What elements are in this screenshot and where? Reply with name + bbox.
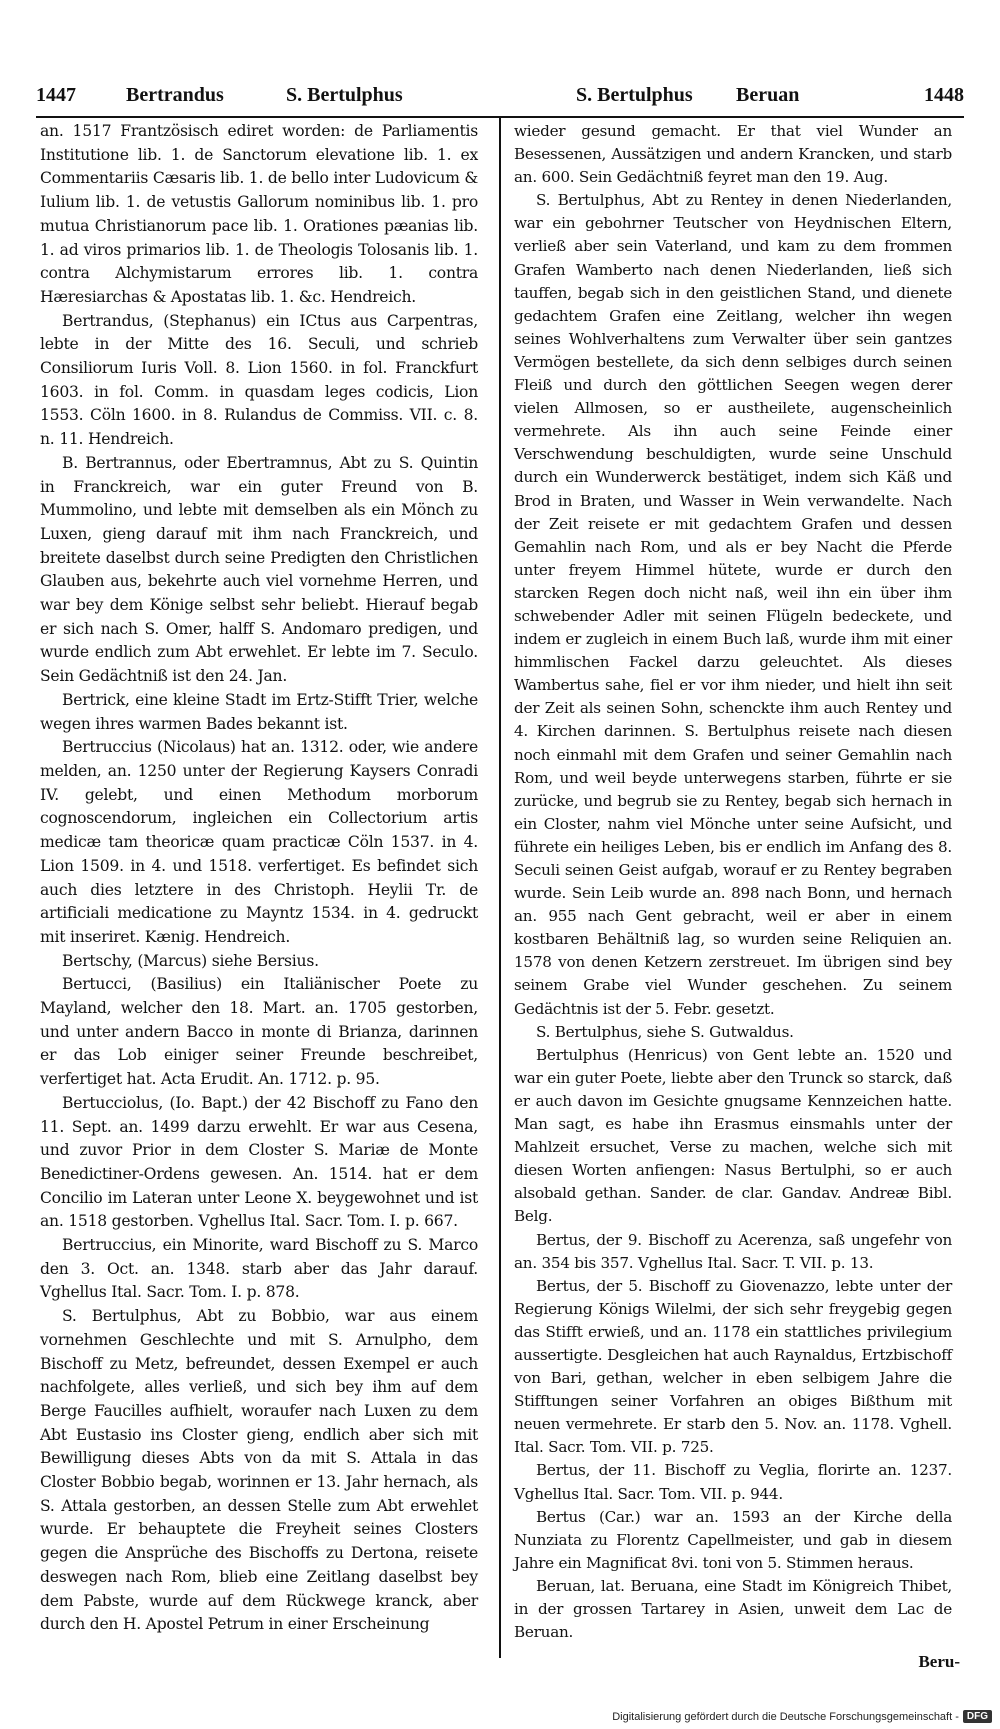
header-catchword-right-2: Beruan: [736, 84, 800, 106]
entry-paragraph: Bertrandus, (Stephanus) ein ICtus aus Carpentras, lebte in der Mitte des 16. Seculi, und schrieb Consiliorum Iuris Voll. 8. Lion 1560. in fol. Franckfurt 1603. in fol. Comm. in quasdam leges codicis, Lion 1553. Cöln 1600. in 8. Rulandus de Commiss. VII. c. 8. n. 11. Hendreich.: [40, 311, 478, 449]
entry-paragraph: Beruan, lat. Beruana, eine Stadt im Königreich Thibet, in der grossen Tartarey in Asien, unweit dem Lac de Beruan.: [514, 1576, 952, 1642]
entry-paragraph: Bertrick, eine kleine Stadt im Ertz-Stifft Trier, welche wegen ihres warmen Bades bekannt ist.: [40, 690, 478, 733]
column-divider: [499, 118, 501, 1658]
entry-paragraph: Bertruccius, ein Minorite, ward Bischoff zu S. Marco den 3. Oct. an. 1348. starb aber das Jahr darauf. Vghellus Ital. Sacr. Tom. I. p. 878.: [40, 1236, 478, 1302]
page-number-left: 1447: [36, 84, 76, 106]
entry-paragraph: B. Bertrannus, oder Ebertramnus, Abt zu S. Quintin in Franckreich, war ein guter Freund von B. Mummolino, und lebte mit demselben als ein Mönch zu Luxen, gieng darauf mit ihm nach Franckreich, und breitete daselbst durch seine Predigten den Christlichen Glauben aus, bekehrte auch viel vornehme Herren, und war bey dem Könige selbst sehr beliebt. Hierauf begab er sich nach S. Omer, halff S. Andomaro predigen, und wurde endlich zum Abt erwehlet. Er lebte im 7. Seculo. Sein Gedächtniß ist den 24. Jan.: [40, 453, 478, 686]
entry-paragraph: Bertucciolus, (Io. Bapt.) der 42 Bischoff zu Fano den 11. Sept. an. 1499 darzu erwehlt. Er war aus Cesena, und zuvor Prior in dem Closter S. Mariæ de Monte Benedictiner-Ordens gewesen. An. 1514. hat er dem Concilio im Lateran unter Leone X. beygewohnet und ist an. 1518 gestorben. Vghellus Ital. Sacr. Tom. I. p. 667.: [40, 1093, 478, 1231]
digitization-footer: [612, 1710, 992, 1723]
left-column: [40, 120, 478, 1637]
entry-paragraph: Bertus, der 11. Bischoff zu Veglia, florirte an. 1237. Vghellus Ital. Sacr. Tom. VII. p. 944.: [514, 1461, 952, 1503]
entry-paragraph: S. Bertulphus, Abt zu Bobbio, war aus einem vornehmen Geschlechte und mit S. Arnulpho, dem Bischoff zu Metz, befreundet, dessen Exempel er auch nachfolgete, alles verließ, und sich bey ihm auf dem Berge Faucilles aufhielt, woraufer nach Luxen zu dem Abt Eustasio ins Closter gieng, endlich aber sich mit Bewilligung dieses Abts von da mit S. Attala in das Closter Bobbio begab, worinnen er 13. Jahr hernach, als S. Attala gestorben, an dessen Stelle zum Abt erwehlet wurde. Er behauptete die Freyheit seines Closters gegen die Ansprüche des Bischoffs zu Dertona, reisete deswegen nach Rom, blieb eine Zeitlang daselbst bey dem Pabste, wurde auf dem Rückwege kranck, aber durch den H. Apostel Petrum in einer Erscheinung: [40, 1307, 478, 1634]
entry-paragraph: Bertulphus (Henricus) von Gent lebte an. 1520 und war ein guter Poete, liebte aber den Trunck so starck, daß er auch davon im Gesichte gnugsame Kennzeichen hatte. Man sagt, es habe ihn Erasmus einsmahls unter der Mahlzeit ersuchet, Verse zu machen, welche sich mit diesen Worten anfiengen: Nasus Bertulphi, so er auch alsobald gethan. Sander. de clar. Gandav. Andreæ Bibl. Belg.: [514, 1045, 952, 1226]
entry-paragraph: an. 1517 Frantzösisch ediret worden: de Parliamentis Institutione lib. 1. de Sanctorum elevatione lib. 1. ex Commentariis Cæsaris lib. 1. de bello inter Ludovicum & Iulium lib. 1. de vetustis Gallorum nominibus lib. 1. pro mutua Christianorum pace lib. 1. Orationes pæanias lib. 1. ad viros primarios lib. 1. de Theologis Tolosanis lib. 1. contra Alchymistarum errores lib. 1. contra Hæresiarchas & Apostatas lib. 1. &c. Hendreich.: [40, 122, 478, 306]
catchword: Beru-: [918, 1652, 960, 1671]
right-column: [514, 120, 952, 1644]
entry-paragraph: Bertus (Car.) war an. 1593 an der Kirche della Nunziata zu Florentz Capellmeister, und gab in diesem Jahre ein Magnificat 8vi. toni von 5. Stimmen heraus.: [514, 1507, 952, 1572]
entry-paragraph: S. Bertulphus, Abt zu Rentey in denen Niederlanden, war ein gebohrner Teutscher von Heydnischen Eltern, verließ aber sein Vaterland, und kam zu dem frommen Grafen Wamberto nach denen Niederlanden, ließ sich tauffen, begab sich in den geistlichen Stand, und dienete gedachtem Grafen eine Zeitlang, welcher ihn wegen seines Wohlverhaltens zum Verwalter über sein gantzes Vermögen bestellete, da sich denn selbiges durch seinen Fleiß und durch den göttlichen Seegen wegen derer vielen Allmosen, so er austheilete, augenscheinlich vermehrete. Als ihn auch seine Feinde einer Verschwendung beschuldigten, wurde seine Unschuld durch ein Wunderwerck bestätiget, indem sich Käß und Brod in Braten, und Wasser in Wein verwandelte. Nach der Zeit reisete er mit gedachtem Grafen und dessen Gemahlin nach Rom, und als er bey Nacht die Pferde unter freyem Himmel hütete, wurde er durch den starcken Regen doch nicht naß, weil ihn ein über ihm schwebender Adler mit seinen Flügeln bedeckete, und indem er zugleich in einem Buch laß, wurde ihm mit einer himmlischen Fackel darzu geleuchtet. Als dieses Wambertus sahe, fiel er vor ihm nieder, und hielt ihn seit der Zeit als seinen Sohn, schenckte ihm auch Rentey und 4. Kirchen darinnen. S. Bertulphus reisete nach diesen noch einmahl mit dem Grafen und seiner Gemahlin nach Rom, und weil beyde unterwegens starben, führte er sie zurücke, und begrub sie zu Rentey, begab sich hernach in ein Closter, nahm viel Mönche unter seine Aufsicht, und führete ein heiliges Leben, bis er endlich im Anfang des 8. Seculi seinen Geist aufgab, worauf er zu Rentey begraben wurde. Sein Leib wurde an. 898 nach Bonn, und hernach an. 955 nach Gent gebracht, weil er aber in einem kostbaren Behältniß lag, so wurden seine Reliquien an. 1578 von denen Ketzern zerstreuet. Im übrigen sind bey seinem Grabe viel Wunder geschehen. Zu seinem Gedächtnis ist der 5. Febr. gesetzt.: [514, 191, 952, 1018]
entry-paragraph: S. Bertulphus, siehe S. Gutwaldus.: [536, 1022, 794, 1041]
entry-paragraph: Bertus, der 5. Bischoff zu Giovenazzo, lebte unter der Regierung Königs Wilelmi, der sich sehr freygebig gegen das Stifft erwieß, und an. 1178 ein stattliches privilegium aussertigte. Desgleichen hat auch Raynaldus, Ertzbischoff von Bari, gethan, welcher in eben selbigem Jahre die Stifftungen seiner Vorfahren an obiges Bißthum mit neuen vermehrete. Er starb den 5. Nov. an. 1178. Vghell. Ital. Sacr. Tom. VII. p. 725.: [514, 1276, 952, 1457]
entry-paragraph: Bertucci, (Basilius) ein Italiänischer Poete zu Mayland, welcher den 18. Mart. an. 1705 gestorben, und unter andern Bacco in monte di Brianza, darinnen er das Lob einiger seiner Freunde beschreibet, verfertiget hat. Acta Erudit. An. 1712. p. 95.: [40, 975, 478, 1089]
header-catchword-right-1: S. Bertulphus: [576, 84, 693, 106]
page-number-right: 1448: [924, 84, 964, 106]
dfg-logo: DFG: [963, 1710, 992, 1723]
entry-paragraph: wieder gesund gemacht. Er that viel Wunder an Besessenen, Aussätzigen und andern Krancken, und starb an. 600. Sein Gedächtniß feyret man den 19. Aug.: [514, 122, 952, 187]
header-catchword-left-2: S. Bertulphus: [286, 84, 403, 106]
running-header: [36, 84, 964, 114]
entry-paragraph: Bertus, der 9. Bischoff zu Acerenza, saß ungefehr von an. 354 bis 357. Vghellus Ital. Sacr. T. VII. p. 13.: [514, 1230, 952, 1272]
header-catchword-left-1: Bertrandus: [126, 84, 224, 106]
entry-paragraph: Bertschy, (Marcus) siehe Bersius.: [62, 951, 319, 970]
footer-text: Digitalisierung gefördert durch die Deutsche Forschungsgemeinschaft -: [612, 1710, 959, 1723]
entry-paragraph: Bertruccius (Nicolaus) hat an. 1312. oder, wie andere melden, an. 1250 unter der Regierung Kaysers Conradi IV. gelebt, und einen Methodum morborum cognoscendorum, ingleichen ein Collectorium artis medicæ tam theoricæ quam practicæ Cöln 1537. in 4. Lion 1509. in 4. und 1518. verfertiget. Es befindet sich auch dies letztere in des Christoph. Heylii Tr. de artificiali medicatione zu Mayntz 1534. in 4. gedruckt mit inseriret. Kænig. Hendreich.: [40, 738, 478, 946]
